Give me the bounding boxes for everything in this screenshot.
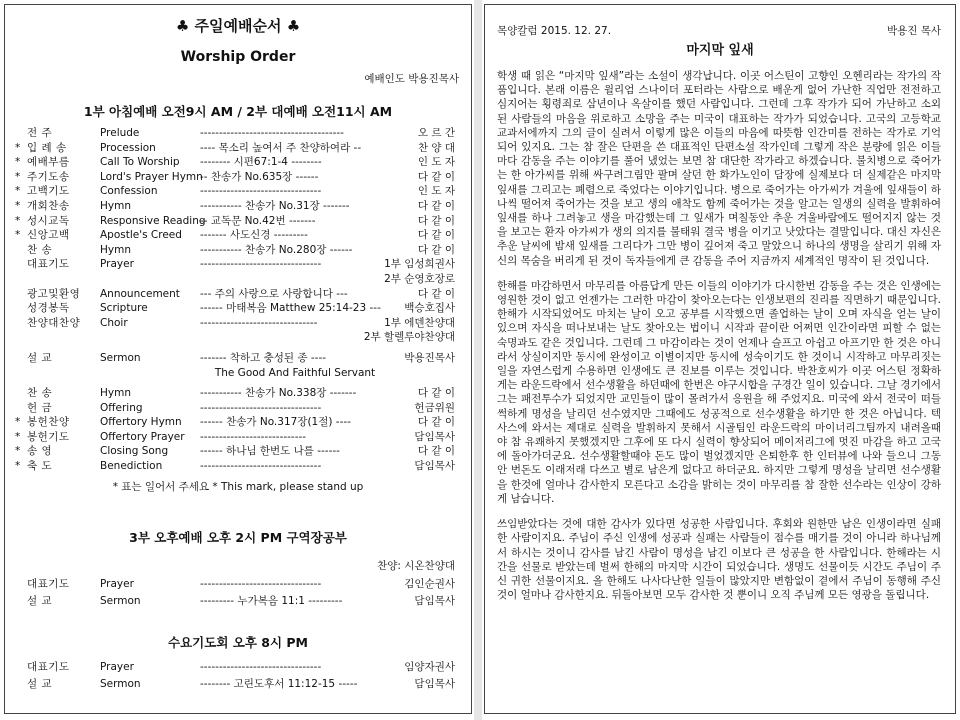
choir-row-2: 2부 할렐루야찬양대 — [363, 331, 455, 344]
prayer-row-2: 2부 순영호장로 — [384, 272, 455, 285]
order-row: * 입 례 송 Procession ---- 목소리 높여서 주 찬양하여라 -- 찬 양 대 — [15, 141, 455, 154]
order-row: 찬 송 Hymn ----------- 찬송가 No.280장 ------ 다 같 이 — [27, 243, 455, 256]
column-paragraph: 쓰임받았다는 것에 대한 감사가 있다면 성공한 사람입니다. 후회와 원한만 남은 인생이라면 실패한 사람이지요. 주님이 주신 인생에 성공과 실패는 사람들이 점수를 매기를 것이 아니라 하나님께서 하시는 것이니 감사를 남긴 사람이 명성을 남긴 이보다 큰 성공을 한 사람입니다. 한해라는 시간을 선물로 받았는데 벌써 한해의 마지막 시간이 되었습니다. 생명도 선물이듯 시간도 주님이 주신 귀한 선물이지요. 올 한해도 나사다난한 일들이 많았지만 변함없이 곁에서 주님이 동행해 주신것이 얼마나 감사한지요. 뒤돌아보면 모두 감사한 것 뿐이니 오직 주님께 모든 영광을 돌립니다. — [497, 518, 941, 602]
order-row: * 신앙고백 Apostle's Creed ------- 사도신경 --------- 다 같 이 — [15, 229, 455, 242]
bulletin-subtitle: Worship Order — [180, 49, 296, 65]
order-row: * 성시교독 Responsive Reading -- 교독문 No.42번 ------- 다 같 이 — [15, 214, 455, 227]
order-row: * 개회찬송 Hymn ----------- 찬송가 No.31장 ------- 다 같 이 — [15, 199, 455, 212]
page-gutter — [474, 0, 482, 720]
order-row: * 봉헌기도 Offertory Prayer ---------------------------- 담임목사 — [15, 430, 455, 443]
section-4-order — [5, 659, 471, 693]
column-header — [497, 23, 941, 37]
order-row: 전 주 Prelude -------------------------------------- 오 르 간 — [27, 127, 455, 139]
order-row: 헌 금 Offering -------------------------------- 헌금위원 — [27, 401, 455, 414]
column-author: 박용진 목사 — [886, 25, 941, 37]
worship-leader: 예배인도 박용진목사 — [364, 73, 459, 85]
section-3-choir: 찬양: 시온찬양대 — [377, 560, 455, 572]
section-3-title: 3부 오후예배 오후 2시 PM 구역장공부 — [129, 530, 347, 545]
section-1-order — [5, 126, 471, 474]
sermon-row: 설 교 Sermon ------- 착하고 충성된 종 ---- 박용진목사 — [27, 351, 455, 364]
order-row: 광고및환영 Announcement --- 주의 사랑으로 사랑합니다 --- 다 같 이 — [27, 287, 455, 300]
order-row: * 봉헌찬양 Offertory Hymn ------ 찬송가 No.317장(1절) ---- 다 같 이 — [15, 416, 455, 429]
order-row: 찬 송 Hymn ----------- 찬송가 No.338장 ------- 다 같 이 — [27, 387, 455, 400]
column-label-date: 목양칼럼 2015. 12. 27. — [497, 25, 612, 37]
choir-row: 찬양대찬양 Choir ------------------------------- 1부 에덴찬양대 — [27, 316, 455, 329]
column-body — [497, 69, 941, 613]
column-paragraph: 한해를 마감하면서 마무리를 아름답게 만든 이들의 이야기가 다시한번 감동을 주는 것은 인생에는 영원한 것이 없고 언젠가는 그러한 마감이 찾아오는다는 인생보편의 진리를 직면하기 때문입니다. 한해가 시작되었어도 마치는 날이 오고 공부를 시작했으면 졸업하는 날이 오며 자식을 얻는 날이 있으며 자식을 떠나보내는 날도 찾아오는 법이니 시작과 끝이란 어쩌면 인간이라면 피할 수 없는 숙명과도 같은 것입니다. 그런데 그 마감이라는 것이 언제나 슬프고 아쉽고 아프기만 한 것은 아니라서 상실이지만 동시에 완성이고 이별이지만 동시에 성숙이기도 한 것이니 시작하고 마무리짓는 일을 자연스럽게 수용하면 인생에도 큰 진보를 이루는 것입니다. 박찬호씨가 이곳 어스틴 정확하게는 라운드락에서 선수생활을 하던때에 한번은 야구시합을 구경간 일이 있습니다. 그날 경기에서 그는 패전투수가 되었지만 교민들이 많이 몰려가서 응원을 해 주었지요. 미국에 와서 전국이 떠들썩하게 명성을 날리던 선수였지만 그때에도 성공적으로 선수생활을 하기만 한 것은 아닙니다. 텍사스에 와서는 제대로 실력을 발휘하지 못해서 시골팀인 라운드락의 마이너리그팀까지 내려올때야 참 유쾌하지 못했겠지만 그후에 또 다시 실력이 향상되어 메이저리그에 멋진 마감을 하고 고국에 돌아가더군요. 선수생활할때야 돈도 많이 벌었겠지만 은퇴한후 한 인터뷰에 나와 들으니 그동안 번돈도 이래저래 다쓰고 별로 남은게 없다고 하더군요. 하지만 그렇게 명성을 날리면 선수생활을 한것에 얼마나 감사한지 모른다고 소감을 밝히는 것이 마무리를 참 잘한 선수라는 인상이 강하게 남습니다. — [497, 279, 941, 505]
order-row: 설 교 Sermon -------- 고린도후서 11:12-15 ----- 담임목사 — [27, 678, 455, 690]
column-title: 마지막 잎새 — [686, 43, 754, 58]
prayer-row: 대표기도 Prayer -------------------------------- 1부 임성희권사 — [27, 258, 455, 271]
order-row: * 고백기도 Confession -------------------------------- 인 도 자 — [15, 185, 455, 198]
order-row: 대표기도 Prayer -------------------------------- 임양자권사 — [27, 661, 455, 673]
order-row: * 주기도송 Lord's Prayer Hymn -- 찬송가 No.635장 ------ 다 같 이 — [15, 170, 455, 183]
sermon-title-english: The Good And Faithful Servant — [214, 366, 376, 379]
section-4-title: 수요기도회 오후 8시 PM — [168, 635, 308, 650]
order-row: * 축 도 Benediction -------------------------------- 담임목사 — [15, 460, 455, 473]
column-paragraph: 학생 때 읽은 “마지막 잎새”라는 소설이 생각납니다. 이곳 어스틴이 고향인 오헨리라는 작가의 작품입니다. 본래 이름은 윌리엄 스나이더 포터라는 사람으로 배운게 없어 가난한 직업만 전전하고 심지어는 횡령죄로 삼년이나 옥살이를 했던 사람입니다. 그런데 그후 작가가 되어 가난하고 소외된 사람들의 마음을 위로하고 소망을 주는 미국이 대표하는 작가가 되었습니다. 고국의 고등학교 교과서에까지 그의 글이 실려서 이렇게 많은 이들의 마음에 따뜻함 인간미를 전하는 작가로 기억되어 있지요. 그는 참 잘은 단편을 쓴 대표적인 단편소설 작가인데 그렇게 작은 분량에 읽은 이들마다 감동을 주는 이야기를 풀어 냈었는 보면 참 대단한 작가라고 하겠습니다. 불치병으로 죽어가는 한 아가씨를 위해 싸구려그림만 팔며 살던 한 화가노인이 담장에 실제보다 더 실제같은 마지막 잎새를 그리고는 폐렴으로 죽었다는 이야기입니다. 병으로 죽어가는 아가씨가 겨울에 잎새들이 하나씩 떨어져 죽어가는 것을 보고 생의 애착도 함께 죽어가는 것을 알고는 일생의 실력을 발휘하여 잎새를 하나 그려놓고 생을 마감했는데 그 잎새가 며칠동안 추운 겨울바람에도 떨어지지 않는 것을 보고는 환자 아가씨가 생의 의지를 불태워 결국 병을 이기고 낫았다는 결말입니다. 대신 자신은 추운 날씨에 밤새 잎새를 그리다가 그만 병이 깊어져 죽고 말았으니 하나의 생명을 살리기 위해 자신의 목숨을 버리게 된 것이 독자들에게 큰 감동을 주어 지금까지 세계적인 명작이 된 것입니다. — [497, 70, 941, 267]
section-1-title: 1부 아침예배 오전9시 AM / 2부 대예배 오전11시 AM — [83, 104, 393, 119]
order-row: * 예배부름 Call To Worship -------- 시편67:1-4 -------- 인 도 자 — [15, 156, 455, 169]
order-row: * 송 영 Closing Song ------ 하나님 한번도 나를 ------ 다 같 이 — [15, 445, 455, 458]
section-3-order — [5, 576, 471, 610]
order-row: 성경봉독 Scripture ------ 마태복음 Matthew 25:14-23 --- 백승호집사 — [27, 302, 455, 315]
order-row: 대표기도 Prayer -------------------------------- 김인순권사 — [27, 578, 455, 590]
bulletin-title: ♣ 주일예배순서 ♣ — [175, 17, 301, 35]
worship-order-page — [4, 4, 472, 714]
stand-up-note: * 표는 일어서 주세요 * This mark, please stand up — [112, 481, 364, 493]
order-row: 설 교 Sermon --------- 누가복음 11:1 --------- 담임목사 — [27, 595, 455, 607]
pastor-column-page — [484, 4, 956, 714]
